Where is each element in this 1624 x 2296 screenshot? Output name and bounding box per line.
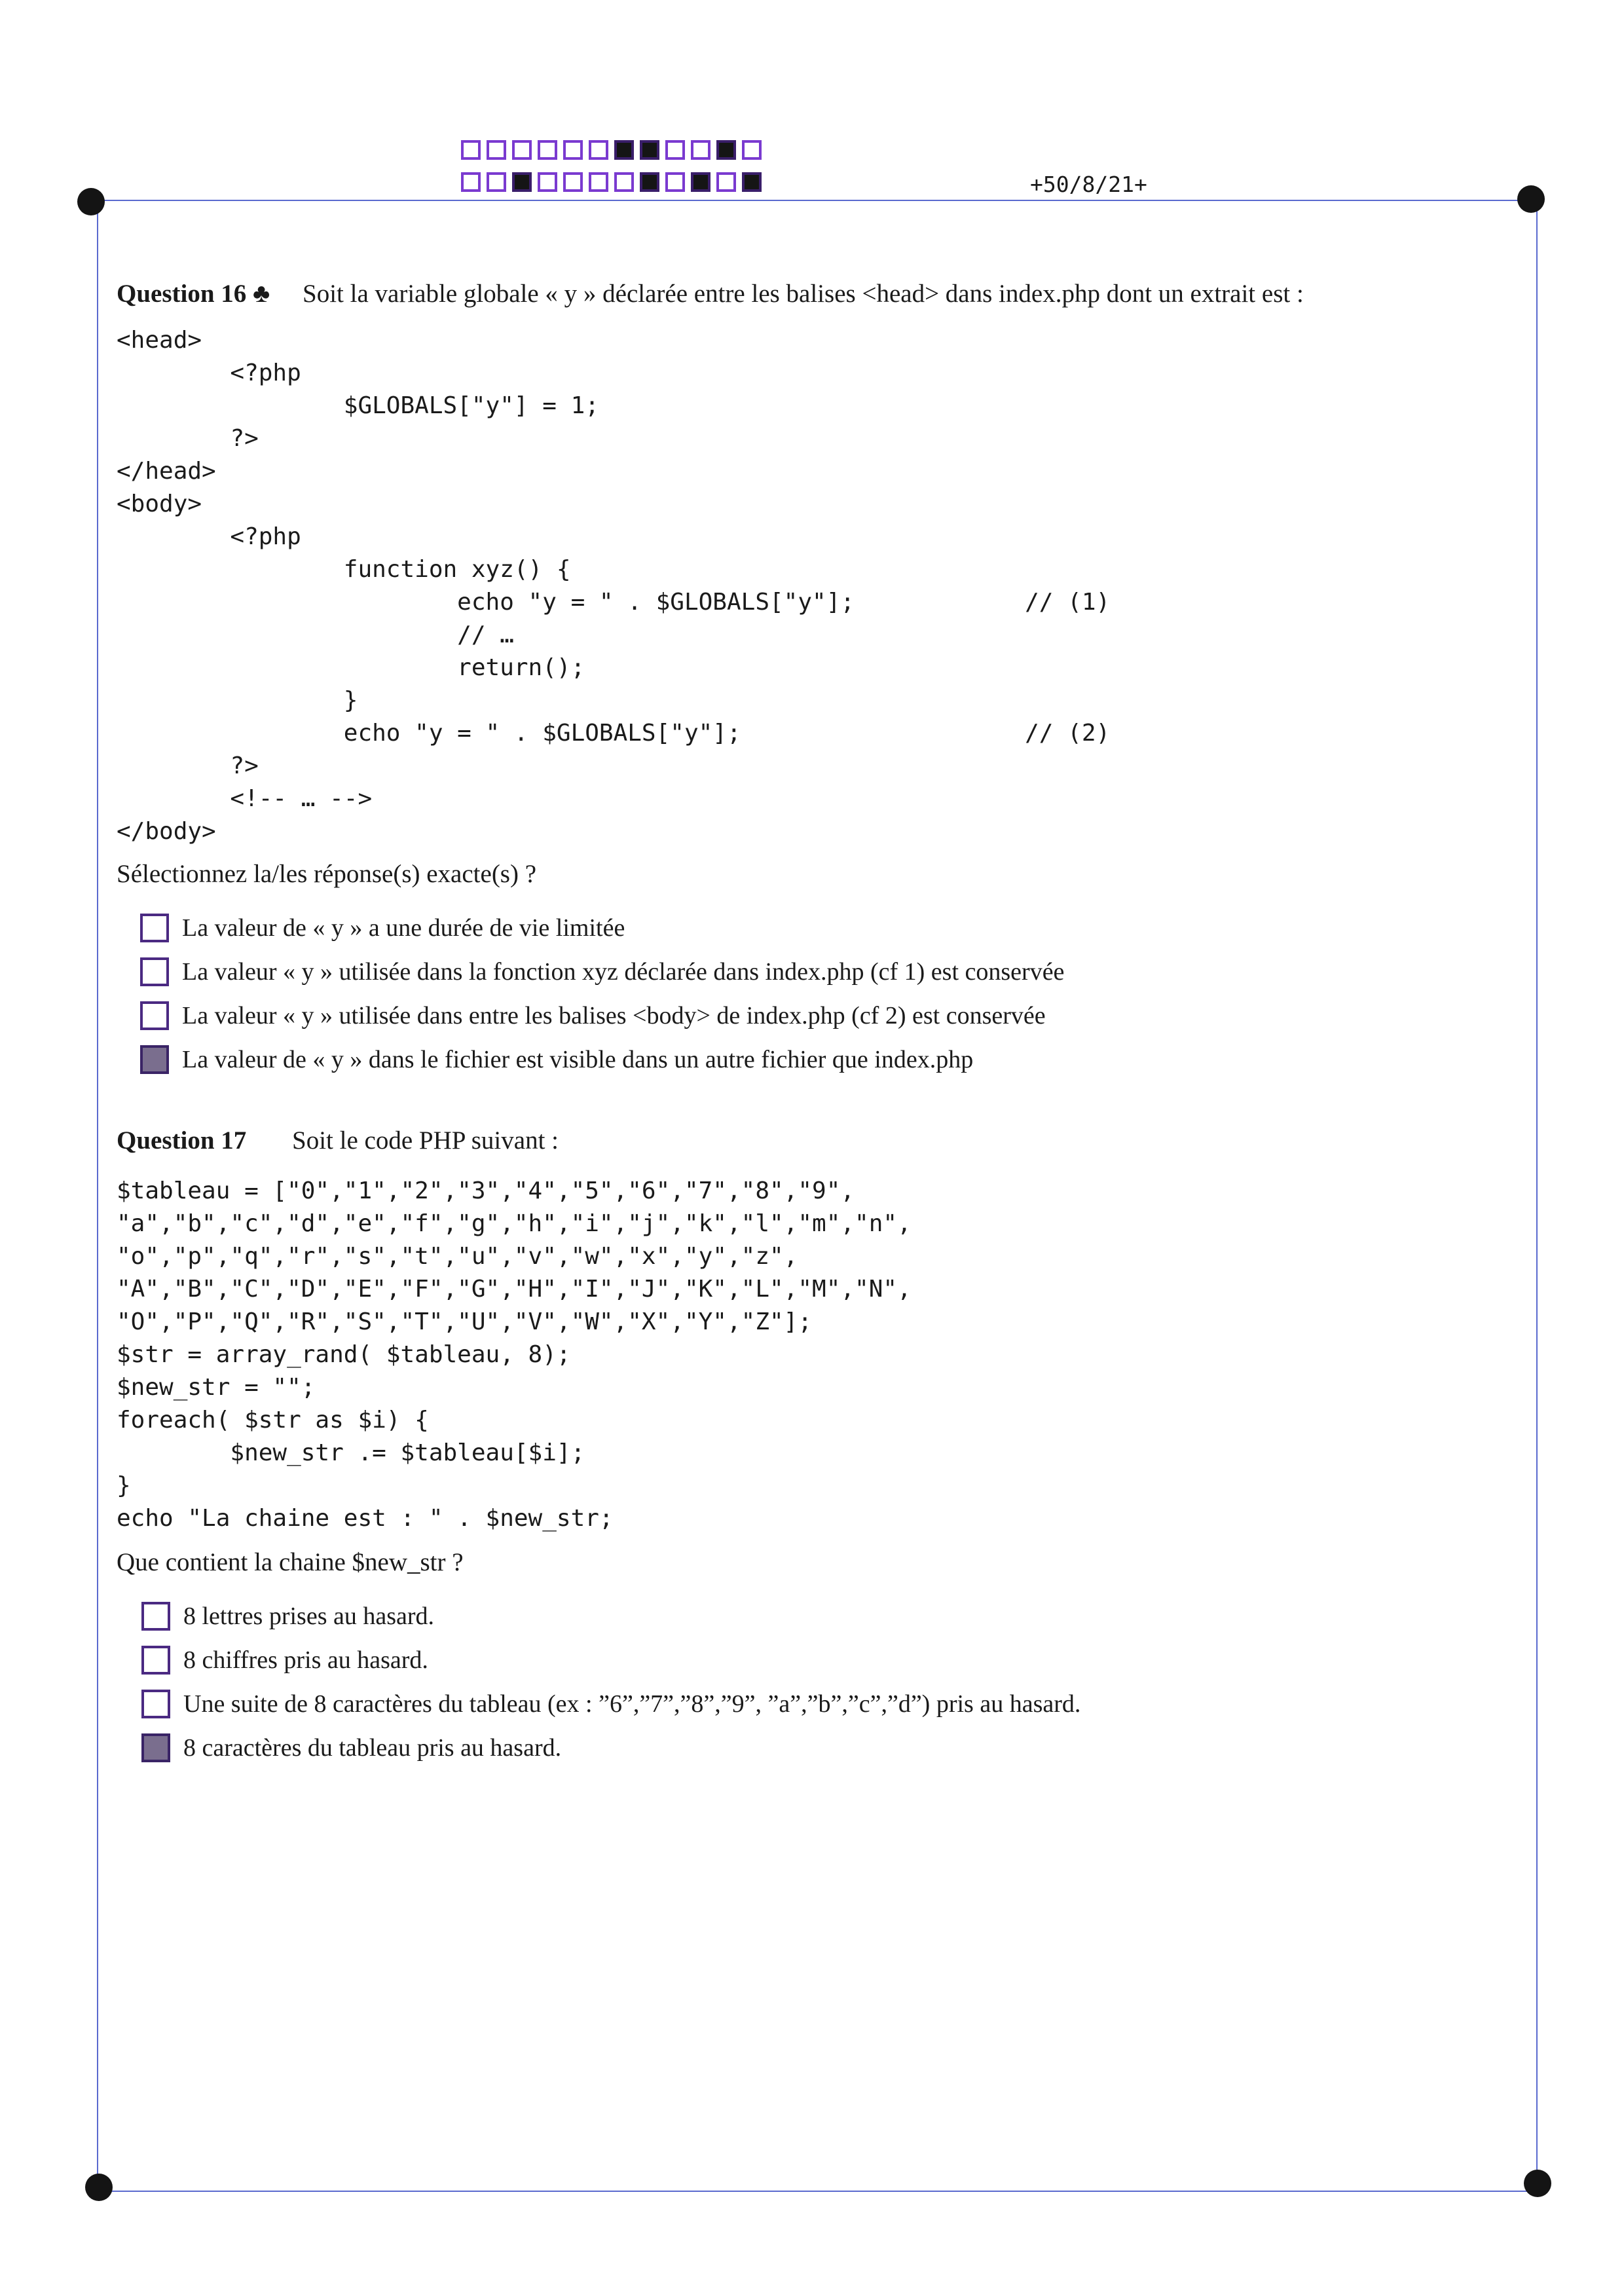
choice-list: [141, 1594, 1492, 1769]
answer-checkbox[interactable]: [140, 1001, 169, 1030]
club-icon: ♣: [253, 278, 270, 308]
answer-label: Une suite de 8 caractères du tableau (ex : ”6”,”7”,”8”,”9”, ”a”,”b”,”c”,”d”) pris au hasard.: [183, 1690, 1081, 1718]
id-box: [640, 172, 659, 192]
code-block: $tableau = ["0","1","2","3","4","5","6","7","8","9", "a","b","c","d","e","f","g","h","i","j","k","l","m","n", "o","p","q","r","s","t","u","v","w","x","y","z", "A","B","C","D","E","F","G","H","I","J","K","L","M","N", "O","P","Q","R","S","T","U","V","W","X","Y","Z"]; $str = array_rand( $tableau, 8); $new_str = ""; foreach( $str as $i) { $new_str .= $tableau[$i]; } echo "La chaine est : " . $new_str;: [117, 1177, 912, 1532]
answer-checkbox[interactable]: [141, 1602, 170, 1631]
answer-label: 8 chiffres pris au hasard.: [183, 1646, 428, 1674]
id-box: [589, 172, 608, 192]
id-box: [614, 172, 634, 192]
answer-choice[interactable]: [140, 950, 1492, 993]
answer-choice[interactable]: [141, 1682, 1492, 1726]
question-label: Question 16: [117, 280, 247, 308]
answer-checkbox[interactable]: [141, 1733, 170, 1762]
corner-mark-bottom-right: [1524, 2170, 1551, 2197]
id-box: [512, 172, 532, 192]
id-box: [563, 140, 583, 160]
id-box: [461, 172, 481, 192]
id-box: [563, 172, 583, 192]
answer-choice[interactable]: [140, 906, 1492, 950]
answer-checkbox[interactable]: [140, 1045, 169, 1074]
id-box: [461, 140, 481, 160]
id-box: [665, 172, 685, 192]
page-code: +50/8/21+: [1030, 172, 1147, 197]
answer-label: La valeur de « y » a une durée de vie limitée: [182, 914, 625, 942]
id-box: [716, 172, 736, 192]
answer-label: La valeur « y » utilisée dans la fonction xyz déclarée dans index.php (cf 1) est conservée: [182, 957, 1065, 986]
question-header: [117, 1124, 1492, 1158]
answer-checkbox[interactable]: [141, 1690, 170, 1718]
answer-label: 8 caractères du tableau pris au hasard.: [183, 1733, 562, 1762]
id-box: [665, 140, 685, 160]
answer-checkbox[interactable]: [140, 957, 169, 986]
question-text: Soit le code PHP suivant :: [292, 1126, 559, 1155]
answer-label: La valeur de « y » dans le fichier est visible dans un autre fichier que index.php: [182, 1045, 974, 1073]
page-id-boxes-row-1: [461, 140, 767, 160]
choice-list: [140, 906, 1492, 1081]
id-box: [640, 140, 659, 160]
question-17: [117, 1124, 1492, 1769]
question-16: [117, 276, 1492, 1081]
answer-choice[interactable]: [141, 1726, 1492, 1769]
answer-checkbox[interactable]: [140, 914, 169, 942]
id-box: [487, 172, 506, 192]
id-box: [512, 140, 532, 160]
answer-label: 8 lettres prises au hasard.: [183, 1602, 435, 1630]
answer-prompt: Sélectionnez la/les réponse(s) exacte(s) ?: [117, 860, 537, 888]
answer-prompt: Que contient la chaine $new_str ?: [117, 1548, 464, 1576]
id-box: [742, 172, 762, 192]
question-header: [117, 276, 1492, 311]
question-label: Question 17: [117, 1126, 247, 1155]
page-id-boxes-row-2: [461, 172, 767, 192]
question-text: Soit la variable globale « y » déclarée entre les balises <head> dans index.php dont un extrait est :: [303, 280, 1304, 308]
answer-checkbox[interactable]: [141, 1646, 170, 1675]
answer-choice[interactable]: [141, 1594, 1492, 1638]
id-box: [538, 172, 557, 192]
corner-mark-bottom-left: [85, 2174, 113, 2201]
answer-choice[interactable]: [140, 1037, 1492, 1081]
id-box: [691, 172, 710, 192]
id-box: [538, 140, 557, 160]
corner-mark-top-left: [77, 188, 105, 215]
corner-mark-top-right: [1517, 185, 1545, 213]
id-box: [487, 140, 506, 160]
answer-label: La valeur « y » utilisée dans entre les balises <body> de index.php (cf 2) est conservée: [182, 1001, 1046, 1029]
id-box: [716, 140, 736, 160]
code-block: <head> <?php $GLOBALS["y"] = 1; ?> </head> <body> <?php function xyz() { echo "y = " . $GLOBALS["y"]; // (1) // … return(); } echo "y = " . $GLOBALS["y"]; // (2) ?> <!-- … --> </body>: [117, 327, 1111, 845]
answer-choice[interactable]: [140, 993, 1492, 1037]
answer-choice[interactable]: [141, 1638, 1492, 1682]
id-box: [614, 140, 634, 160]
id-box: [742, 140, 762, 160]
id-box: [691, 140, 710, 160]
id-box: [589, 140, 608, 160]
